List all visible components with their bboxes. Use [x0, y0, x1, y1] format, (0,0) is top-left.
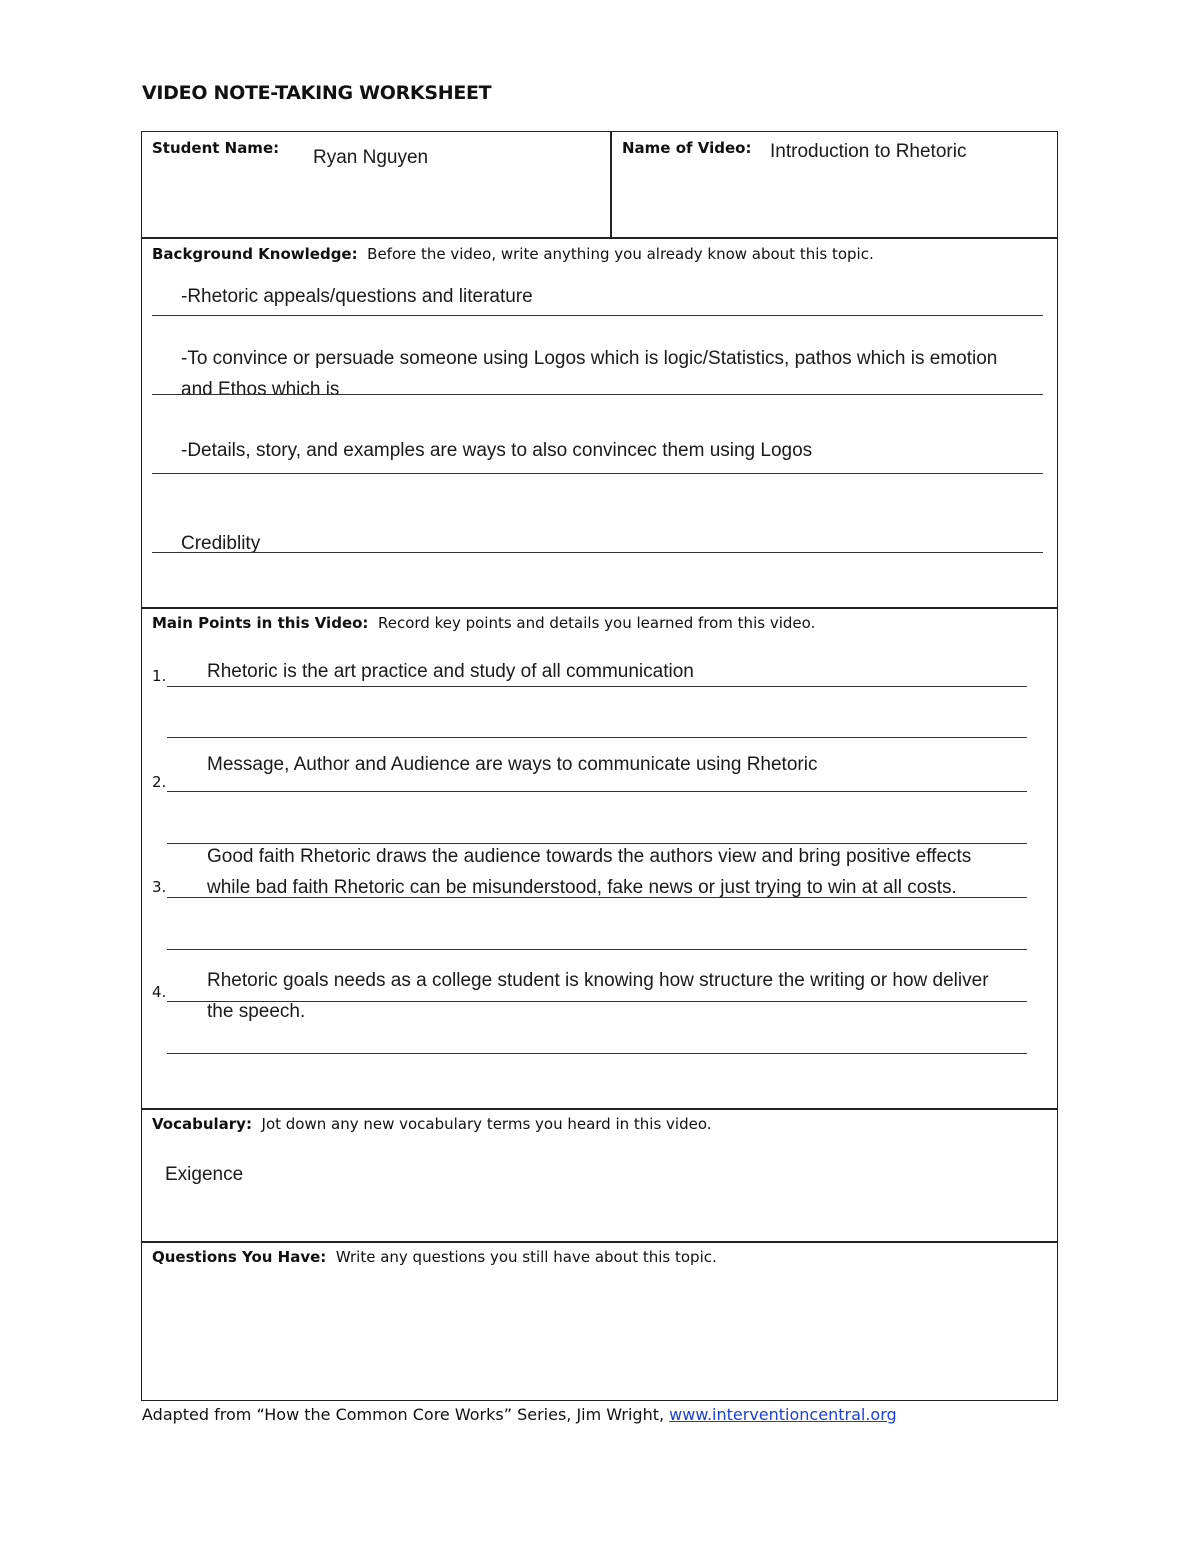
- main-points-heading: [152, 614, 815, 632]
- worksheet-table: [141, 131, 1058, 1401]
- background-note-4: -Details, story, and examples are ways to also convincec them using Logos: [181, 440, 813, 461]
- video-name-label: Name of Video:: [622, 139, 752, 157]
- background-note-5: Crediblity: [181, 533, 261, 554]
- main-point-number-3: 3.: [152, 878, 167, 896]
- student-name-label: Student Name:: [152, 139, 280, 157]
- main-point-1: Rhetoric is the art practice and study of all communication: [207, 661, 694, 682]
- questions-heading: [152, 1248, 717, 1266]
- main-point-4a: Rhetoric goals needs as a college student is knowing how structure the writing or how deliver: [207, 970, 989, 991]
- main-point-3b: while bad faith Rhetoric can be misunderstood, fake news or just trying to win at all costs.: [207, 877, 957, 898]
- main-point-rule-2a: [167, 791, 1027, 792]
- main-point-number-4: 4.: [152, 983, 167, 1001]
- vocabulary-heading: [152, 1115, 712, 1133]
- main-point-number-2: 2.: [152, 773, 167, 791]
- background-note-3: and Ethos which is: [181, 379, 340, 400]
- background-rule-2: [152, 394, 1043, 395]
- background-note-2: -To convince or persuade someone using Logos which is logic/Statistics, pathos which is emotion: [181, 348, 998, 369]
- main-point-rule-4b: [167, 1053, 1027, 1054]
- background-note-1: -Rhetoric appeals/questions and literature: [181, 286, 533, 307]
- main-point-2: Message, Author and Audience are ways to communicate using Rhetoric: [207, 754, 818, 775]
- background-rule-4: [152, 552, 1043, 553]
- vocabulary-value: Exigence: [165, 1164, 244, 1185]
- main-point-rule-4a: [167, 1001, 1027, 1002]
- student-name-value: Ryan Nguyen: [313, 147, 429, 168]
- questions-label: Questions You Have:: [152, 1248, 327, 1266]
- main-point-rule-1b: [167, 737, 1027, 738]
- vocabulary-instruction: Jot down any new vocabulary terms you heard in this video.: [261, 1115, 712, 1133]
- background-rule-3: [152, 473, 1043, 474]
- footer-link[interactable]: www.interventioncentral.org: [669, 1405, 897, 1424]
- footer-text: Adapted from “How the Common Core Works” Series, Jim Wright,: [142, 1405, 665, 1424]
- main-point-3a: Good faith Rhetoric draws the audience towards the authors view and bring positive effects: [207, 846, 972, 867]
- background-knowledge-heading: [152, 245, 874, 263]
- main-point-rule-3a: [167, 897, 1027, 898]
- background-rule-1: [152, 315, 1043, 316]
- main-point-number-1: 1.: [152, 667, 167, 685]
- main-point-4b: the speech.: [207, 1001, 306, 1022]
- main-points-instruction: Record key points and details you learned from this video.: [377, 614, 816, 632]
- page-title: VIDEO NOTE-TAKING WORKSHEET: [142, 82, 492, 104]
- main-points-label: Main Points in this Video:: [152, 614, 369, 632]
- video-name-value: Introduction to Rhetoric: [770, 141, 967, 162]
- main-point-rule-3b: [167, 949, 1027, 950]
- footer-credit: [142, 1405, 897, 1424]
- background-knowledge-instruction: Before the video, write anything you already know about this topic.: [367, 245, 874, 263]
- main-point-rule-1a: [167, 686, 1027, 687]
- questions-instruction: Write any questions you still have about this topic.: [335, 1248, 717, 1266]
- main-point-rule-2b: [167, 843, 1027, 844]
- vocabulary-label: Vocabulary:: [152, 1115, 252, 1133]
- background-knowledge-label: Background Knowledge:: [152, 245, 358, 263]
